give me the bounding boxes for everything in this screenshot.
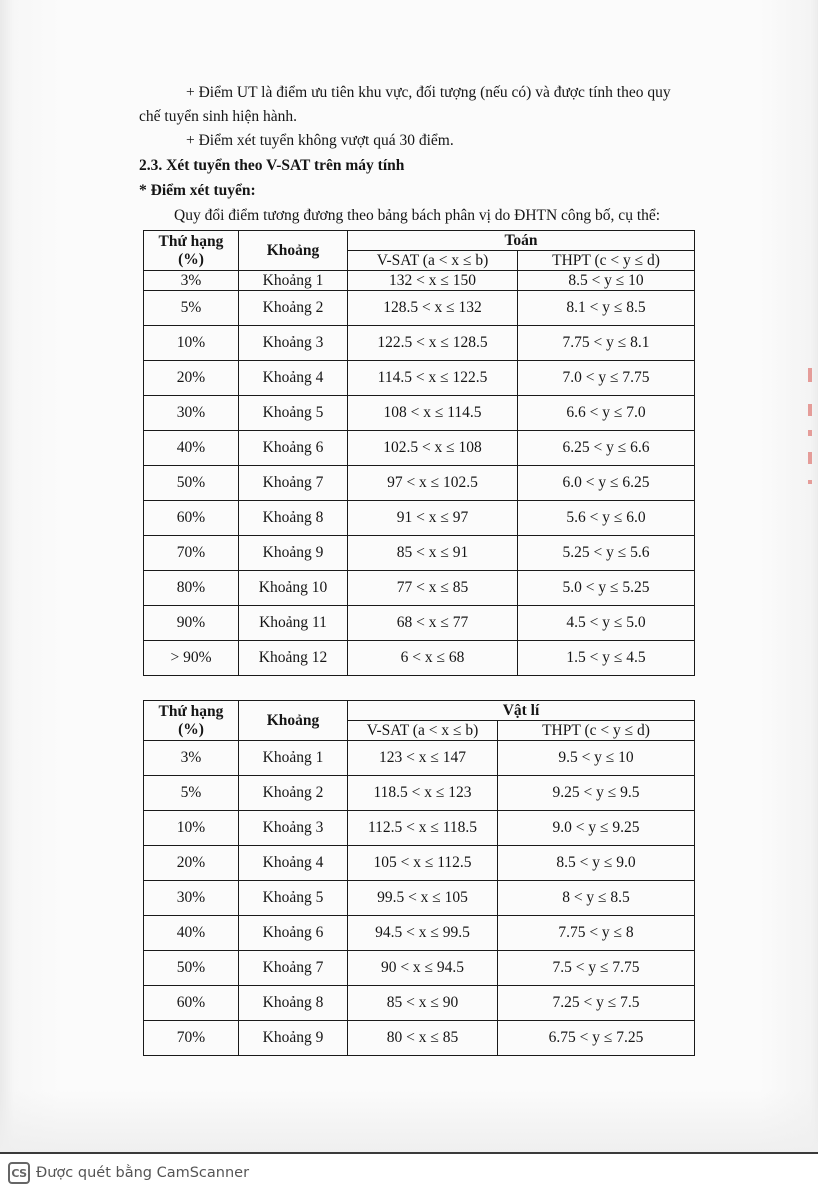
cell-thpt: 7.75 < y ≤ 8.1 bbox=[518, 326, 695, 361]
cell-range: Khoảng 8 bbox=[239, 986, 348, 1021]
header-vsat: V-SAT (a < x ≤ b) bbox=[348, 251, 518, 271]
cell-rank: 3% bbox=[144, 271, 239, 291]
cell-vsat: 132 < x ≤ 150 bbox=[348, 271, 518, 291]
section-description: Quy đổi điểm tương đương theo bảng bách phân vị do ĐHTN công bố, cụ thể: bbox=[174, 207, 661, 224]
cell-thpt: 4.5 < y ≤ 5.0 bbox=[518, 606, 695, 641]
cell-thpt: 9.25 < y ≤ 9.5 bbox=[498, 776, 695, 811]
intro-line-2: chế tuyển sinh hiện hành. bbox=[139, 108, 297, 125]
scanner-footer bbox=[8, 1160, 249, 1186]
scanner-footer-text: Được quét bằng CamScanner bbox=[36, 1165, 250, 1181]
table-row bbox=[144, 466, 695, 501]
cell-thpt: 9.0 < y ≤ 9.25 bbox=[498, 811, 695, 846]
cell-rank: 40% bbox=[144, 916, 239, 951]
cell-range: Khoảng 1 bbox=[239, 271, 348, 291]
cell-rank: 90% bbox=[144, 606, 239, 641]
cell-thpt: 8 < y ≤ 8.5 bbox=[498, 881, 695, 916]
cell-vsat: 122.5 < x ≤ 128.5 bbox=[348, 326, 518, 361]
cell-thpt: 6.25 < y ≤ 6.6 bbox=[518, 431, 695, 466]
cell-vsat: 102.5 < x ≤ 108 bbox=[348, 431, 518, 466]
header-range: Khoảng bbox=[239, 701, 348, 741]
cell-range: Khoảng 2 bbox=[239, 291, 348, 326]
cell-range: Khoảng 5 bbox=[239, 881, 348, 916]
cell-rank: 40% bbox=[144, 431, 239, 466]
cell-rank: 10% bbox=[144, 811, 239, 846]
cell-range: Khoảng 7 bbox=[239, 466, 348, 501]
cell-vsat: 85 < x ≤ 91 bbox=[348, 536, 518, 571]
header-subject: Vật lí bbox=[348, 701, 695, 721]
cell-rank: 5% bbox=[144, 291, 239, 326]
cell-thpt: 1.5 < y ≤ 4.5 bbox=[518, 641, 695, 676]
cell-rank: 30% bbox=[144, 396, 239, 431]
cell-range: Khoảng 2 bbox=[239, 776, 348, 811]
cell-thpt: 6.6 < y ≤ 7.0 bbox=[518, 396, 695, 431]
cell-thpt: 6.0 < y ≤ 6.25 bbox=[518, 466, 695, 501]
cell-rank: > 90% bbox=[144, 641, 239, 676]
cell-vsat: 105 < x ≤ 112.5 bbox=[348, 846, 498, 881]
cell-vsat: 91 < x ≤ 97 bbox=[348, 501, 518, 536]
physics-conversion-table bbox=[143, 700, 695, 1056]
header-vsat: V-SAT (a < x ≤ b) bbox=[348, 721, 498, 741]
table-row bbox=[144, 1021, 695, 1056]
cell-thpt: 7.75 < y ≤ 8 bbox=[498, 916, 695, 951]
cell-vsat: 85 < x ≤ 90 bbox=[348, 986, 498, 1021]
cell-range: Khoảng 4 bbox=[239, 846, 348, 881]
table-row bbox=[144, 776, 695, 811]
cell-thpt: 5.6 < y ≤ 6.0 bbox=[518, 501, 695, 536]
cell-thpt: 5.0 < y ≤ 5.25 bbox=[518, 571, 695, 606]
cell-thpt: 7.25 < y ≤ 7.5 bbox=[498, 986, 695, 1021]
cell-range: Khoảng 6 bbox=[239, 916, 348, 951]
cell-range: Khoảng 10 bbox=[239, 571, 348, 606]
table-row bbox=[144, 951, 695, 986]
cell-range: Khoảng 9 bbox=[239, 1021, 348, 1056]
table-row bbox=[144, 291, 695, 326]
table-row bbox=[144, 986, 695, 1021]
table-row bbox=[144, 881, 695, 916]
cell-thpt: 7.5 < y ≤ 7.75 bbox=[498, 951, 695, 986]
cell-rank: 80% bbox=[144, 571, 239, 606]
cell-vsat: 80 < x ≤ 85 bbox=[348, 1021, 498, 1056]
header-thpt: THPT (c < y ≤ d) bbox=[498, 721, 695, 741]
cell-thpt: 8.5 < y ≤ 9.0 bbox=[498, 846, 695, 881]
table-row bbox=[144, 501, 695, 536]
cell-rank: 10% bbox=[144, 326, 239, 361]
table-row bbox=[144, 431, 695, 466]
cell-range: Khoảng 6 bbox=[239, 431, 348, 466]
header-thpt: THPT (c < y ≤ d) bbox=[518, 251, 695, 271]
cell-rank: 50% bbox=[144, 951, 239, 986]
cell-rank: 60% bbox=[144, 501, 239, 536]
header-subject: Toán bbox=[348, 231, 695, 251]
cell-vsat: 123 < x ≤ 147 bbox=[348, 741, 498, 776]
cell-thpt: 8.1 < y ≤ 8.5 bbox=[518, 291, 695, 326]
cell-rank: 70% bbox=[144, 1021, 239, 1056]
cell-vsat: 114.5 < x ≤ 122.5 bbox=[348, 361, 518, 396]
cell-thpt: 5.25 < y ≤ 5.6 bbox=[518, 536, 695, 571]
cell-vsat: 94.5 < x ≤ 99.5 bbox=[348, 916, 498, 951]
math-conversion-table bbox=[143, 230, 695, 676]
cell-rank: 60% bbox=[144, 986, 239, 1021]
table-row bbox=[144, 271, 695, 291]
table-row bbox=[144, 361, 695, 396]
cell-range: Khoảng 9 bbox=[239, 536, 348, 571]
table-row bbox=[144, 396, 695, 431]
header-range: Khoảng bbox=[239, 231, 348, 271]
cell-rank: 50% bbox=[144, 466, 239, 501]
header-rank: Thứ hạng (%) bbox=[144, 231, 239, 271]
section-title: 2.3. Xét tuyển theo V-SAT trên máy tính bbox=[139, 157, 405, 174]
table-row bbox=[144, 741, 695, 776]
table-row bbox=[144, 326, 695, 361]
cell-vsat: 112.5 < x ≤ 118.5 bbox=[348, 811, 498, 846]
cell-rank: 5% bbox=[144, 776, 239, 811]
table-row bbox=[144, 606, 695, 641]
cell-thpt: 6.75 < y ≤ 7.25 bbox=[498, 1021, 695, 1056]
cell-vsat: 97 < x ≤ 102.5 bbox=[348, 466, 518, 501]
cell-range: Khoảng 7 bbox=[239, 951, 348, 986]
cell-range: Khoảng 3 bbox=[239, 326, 348, 361]
cell-vsat: 90 < x ≤ 94.5 bbox=[348, 951, 498, 986]
cell-vsat: 6 < x ≤ 68 bbox=[348, 641, 518, 676]
page-edge bbox=[0, 1152, 818, 1154]
cell-vsat: 99.5 < x ≤ 105 bbox=[348, 881, 498, 916]
cell-thpt: 9.5 < y ≤ 10 bbox=[498, 741, 695, 776]
cell-range: Khoảng 3 bbox=[239, 811, 348, 846]
cell-range: Khoảng 1 bbox=[239, 741, 348, 776]
intro-line-3: + Điểm xét tuyển không vượt quá 30 điểm. bbox=[186, 132, 454, 149]
cell-vsat: 118.5 < x ≤ 123 bbox=[348, 776, 498, 811]
cell-range: Khoảng 5 bbox=[239, 396, 348, 431]
cell-rank: 30% bbox=[144, 881, 239, 916]
cell-vsat: 128.5 < x ≤ 132 bbox=[348, 291, 518, 326]
table-row bbox=[144, 846, 695, 881]
cell-rank: 20% bbox=[144, 361, 239, 396]
table-row bbox=[144, 571, 695, 606]
cell-range: Khoảng 11 bbox=[239, 606, 348, 641]
page-shadow bbox=[0, 1090, 818, 1152]
cell-range: Khoảng 8 bbox=[239, 501, 348, 536]
cell-range: Khoảng 4 bbox=[239, 361, 348, 396]
cell-rank: 20% bbox=[144, 846, 239, 881]
cell-vsat: 68 < x ≤ 77 bbox=[348, 606, 518, 641]
cell-thpt: 7.0 < y ≤ 7.75 bbox=[518, 361, 695, 396]
table-row bbox=[144, 536, 695, 571]
cell-thpt: 8.5 < y ≤ 10 bbox=[518, 271, 695, 291]
cell-range: Khoảng 12 bbox=[239, 641, 348, 676]
table-row bbox=[144, 641, 695, 676]
section-subtitle: * Điểm xét tuyển: bbox=[139, 182, 256, 199]
table-row bbox=[144, 916, 695, 951]
margin-ink-marks bbox=[808, 360, 818, 510]
cell-rank: 70% bbox=[144, 536, 239, 571]
intro-line-1: + Điểm UT là điểm ưu tiên khu vực, đối tượng (nếu có) và được tính theo quy bbox=[186, 84, 671, 101]
cell-vsat: 77 < x ≤ 85 bbox=[348, 571, 518, 606]
camscanner-logo-icon: CS bbox=[8, 1162, 30, 1184]
cell-rank: 3% bbox=[144, 741, 239, 776]
table-row bbox=[144, 811, 695, 846]
header-rank: Thứ hạng (%) bbox=[144, 701, 239, 741]
cell-vsat: 108 < x ≤ 114.5 bbox=[348, 396, 518, 431]
